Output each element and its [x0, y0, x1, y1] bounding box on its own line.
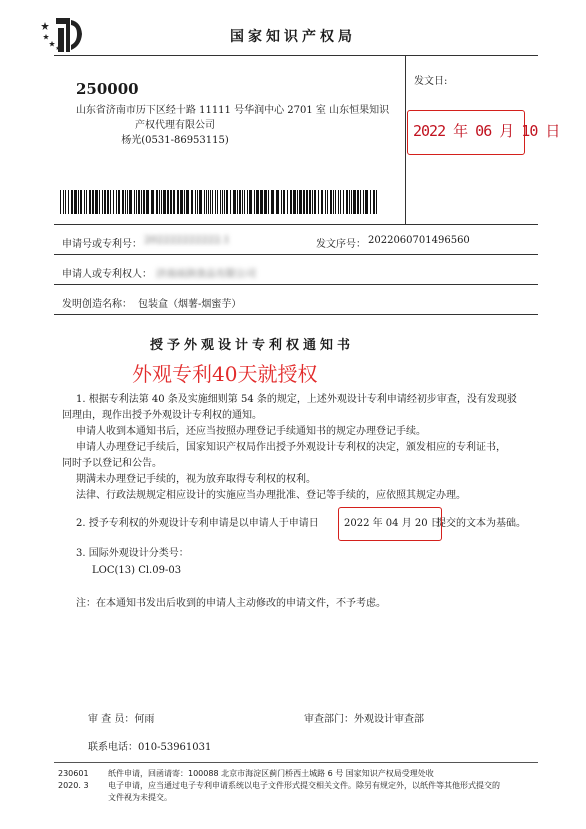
- row-divider: [54, 254, 538, 255]
- footer-electronic-notice: 电子申请，应当通过电子专利申请系统以电子文件形式提交相关文件。除另有规定外，以纸件等其他形式提交的: [108, 781, 500, 790]
- examiner: 审 查 员：何雨: [88, 714, 155, 725]
- highlight-caption: 外观专利40天就授权: [132, 362, 318, 386]
- invention-name-label: 发明创造名称：: [62, 299, 132, 310]
- recipient-contact: 杨光(0531-86953115): [121, 135, 229, 146]
- paragraph-3-line-1: 3. 国际外观设计分类号：: [76, 548, 189, 559]
- paragraph-1-line-7: 法律、行政法规规定相应设计的实施应当办理批准、登记等手续的，应依照其规定办理。: [76, 490, 466, 501]
- dispatch-date-label: 发文日:: [414, 76, 448, 87]
- paragraph-2-date: 2022 年 04 月 20 日: [344, 518, 441, 529]
- recipient-address-line1: 山东省济南市历下区经十路 11111 号华润中心 2701 室 山东恒果知识: [75, 105, 390, 116]
- application-number-label: 申请号或专利号：: [62, 239, 142, 250]
- form-version: 2020. 3: [58, 781, 89, 790]
- contact-phone: 联系电话：010-53961031: [88, 742, 212, 753]
- header-divider: [54, 55, 538, 56]
- address-panel-divider: [405, 56, 406, 224]
- note: 注：在本通知书发出后收到的申请人主动修改的申请文件，不予考虑。: [76, 598, 386, 609]
- footer-electronic-notice-cont: 文件视为未提交。: [108, 793, 172, 802]
- paragraph-2-suffix: 提交的文本为基础。: [436, 518, 526, 529]
- postcode: 250000: [76, 80, 139, 98]
- barcode: [60, 190, 378, 214]
- paragraph-1-line-4: 申请人办理登记手续后，国家知识产权局作出授予外观设计专利权的决定，颁发相应的专利证书，: [76, 442, 506, 453]
- notice-title: 授予外观设计专利权通知书: [150, 338, 355, 353]
- recipient-address-line2: 产权代理有限公司: [135, 120, 215, 131]
- row-divider: [54, 314, 538, 315]
- form-code: 230601: [58, 769, 89, 778]
- footer-mail-address: 纸件申请，回函请寄：100088 北京市海淀区蓟门桥西土城路 6 号 国家知识产权局受理处收: [108, 769, 434, 778]
- invention-name-value: 包装盒（烟薯-烟蜜芋）: [138, 299, 242, 310]
- serial-number-value: 2022060701496560: [368, 235, 470, 246]
- address-panel-bottom: [54, 224, 538, 225]
- footer-divider: [54, 762, 538, 763]
- application-number-value: 202222222222.1: [144, 235, 230, 246]
- applicant-label: 申请人或专利权人：: [62, 269, 152, 280]
- paragraph-1-line-3: 申请人收到本通知书后，还应当按照办理登记手续通知书的规定办理登记手续。: [76, 426, 426, 437]
- examination-department: 审查部门：外观设计审查部: [304, 714, 424, 725]
- serial-number-label: 发文序号：: [316, 239, 366, 250]
- classification-code: LOC(13) Cl.09-03: [92, 565, 182, 576]
- paragraph-1-line-6: 期满未办理登记手续的，视为放弃取得专利权的权利。: [76, 474, 316, 485]
- applicant-value: 济南雨润食品有限公司: [156, 269, 256, 280]
- office-name: 国家知识产权局: [230, 29, 356, 45]
- dispatch-date-value: 2022 年 06 月 10 日: [413, 122, 560, 140]
- paragraph-1-line-5: 同时予以登记和公告。: [62, 458, 162, 469]
- cnipa-emblem-icon: [40, 14, 84, 54]
- row-divider: [54, 284, 538, 285]
- paragraph-1-line-1: 1. 根据专利法第 40 条及实施细则第 54 条的规定，上述外观设计专利申请经初步审查，没有发现驳: [76, 394, 517, 405]
- filing-date-highlight: [338, 507, 442, 541]
- paragraph-2-prefix: 2. 授予专利权的外观设计专利申请是以申请人于申请日: [76, 518, 319, 529]
- paragraph-1-line-2: 回理由，现作出授予外观设计专利权的通知。: [62, 410, 262, 421]
